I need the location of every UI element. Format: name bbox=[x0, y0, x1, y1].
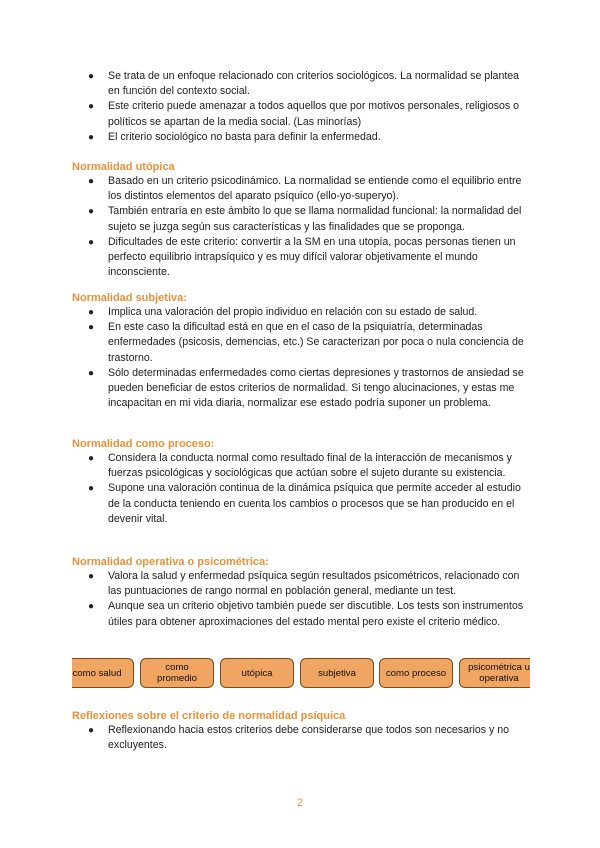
list-item: ● Basado en un criterio psicodinámico. La normalidad se entiende como el equilibrio entre los distintos elementos del aparato psíquico (ello-yo-superyo). bbox=[88, 175, 522, 203]
heading-operativa: Normalidad operativa o psicométrica: bbox=[72, 556, 269, 568]
diagram-box-proceso: como proceso bbox=[379, 658, 453, 688]
bullet-icon: ● bbox=[88, 601, 95, 613]
bullet-icon: ● bbox=[88, 176, 95, 187]
bullet-icon: ● bbox=[88, 206, 95, 218]
bullet-icon: ● bbox=[88, 367, 95, 379]
list-item: ● Supone una valoración continua de la dinámica psíquica que permite acceder al estudio de la conducta teniendo en cuenta los cambios o procesos que se han producido en el devenir vital. bbox=[88, 482, 521, 525]
diagram-box-utopica: utópica bbox=[220, 658, 294, 688]
bullet-icon: ● bbox=[88, 131, 95, 143]
operativa-list bbox=[84, 569, 524, 630]
page-number: 2 bbox=[296, 797, 304, 809]
bullet-icon: ● bbox=[88, 71, 95, 82]
diagram-box-subjetiva: subjetiva bbox=[300, 658, 374, 688]
bullet-icon: ● bbox=[88, 483, 95, 495]
heading-utopica: Normalidad utópica bbox=[72, 161, 175, 173]
bullet-icon: ● bbox=[88, 453, 95, 464]
bullet-icon: ● bbox=[88, 725, 95, 736]
list-item: ● Aunque sea un criterio objetivo también puede ser discutible. Los tests son instrumentos útiles para obtener aproximaciones del estado mental pero existe el criterio médico. bbox=[88, 600, 524, 628]
list-item: ● Considera la conducta normal como resultado final de la interacción de mecanismos y fuerzas psicológicas y sociológicas que actúan sobre el sujeto durante su existencia. bbox=[88, 452, 512, 480]
bullet-icon: ● bbox=[88, 236, 95, 248]
list-item: ● Se trata de un enfoque relacionado con criterios sociológicos. La normalidad se plantea en función del contexto social. bbox=[88, 70, 520, 98]
list-item: ● En este caso la dificultad está en que en el caso de la psiquiatría, determinadas enfermedades (psicosis, demencias, etc.) Se caracterizan por poca o nula conciencia de trastorno. bbox=[88, 321, 524, 364]
bullet-icon: ● bbox=[88, 322, 95, 334]
list-item: ● También entraría en este ámbito lo que se llama normalidad funcional: la normalidad del sujeto se juzga según sus características y las finalidades que se proponga. bbox=[88, 205, 522, 233]
heading-proceso: Normalidad como proceso: bbox=[72, 438, 215, 450]
list-item: ● Este criterio puede amenazar a todos aquellos que por motivos personales, religiosos o políticos se apartan de la media social. (Las minorías) bbox=[88, 100, 520, 128]
list-item: ● Sólo determinadas enfermedades como ciertas depresiones y trastornos de ansiedad se pueden beneficiar de estos criterios de normalidad. Si tengo alucinaciones, y estas me incapacitan en mi vida diaria, normalizar ese estado podría suponer un problema. bbox=[88, 366, 524, 410]
proceso-list bbox=[84, 451, 524, 527]
subjetiva-list bbox=[84, 305, 524, 411]
list-item: ● Valora la salud y enfermedad psíquica según resultados psicométricos, relacionado con las puntuaciones de rango normal en población general, mediante un test. bbox=[88, 570, 520, 598]
heading-subjetiva: Normalidad subjetiva: bbox=[72, 292, 187, 304]
bullet-icon: ● bbox=[88, 307, 95, 318]
reflexiones-list bbox=[84, 723, 524, 753]
list-item: ● Dificultades de este criterio: convertir a la SM en una utopía, pocas personas tienen un perfecto equilibrio intrapsíquico y es muy difícil valorar objetivamente el mundo inconsciente. bbox=[88, 235, 516, 279]
bullet-icon: ● bbox=[88, 101, 95, 113]
diagram-box-salud: como salud bbox=[72, 658, 134, 688]
utopica-list bbox=[84, 174, 524, 280]
list-item: ● El criterio sociológico no basta para definir la enfermedad. bbox=[84, 130, 524, 145]
intro-list bbox=[84, 69, 524, 145]
bullet-icon: ● bbox=[88, 571, 95, 582]
list-item: ● Implica una valoración del propio individuo en relación con su estado de salud. bbox=[84, 305, 524, 320]
list-item: ● Reflexionando hacia estos criterios debe considerarse que todos son necesarios y no excluyentes. bbox=[88, 724, 510, 752]
diagram-box-operativa: psicométrica u operativa bbox=[459, 658, 530, 688]
criteria-diagram bbox=[72, 656, 530, 692]
heading-reflexiones: Reflexiones sobre el criterio de normalidad psíquica bbox=[72, 710, 346, 722]
diagram-box-promedio: como promedio bbox=[140, 658, 214, 688]
